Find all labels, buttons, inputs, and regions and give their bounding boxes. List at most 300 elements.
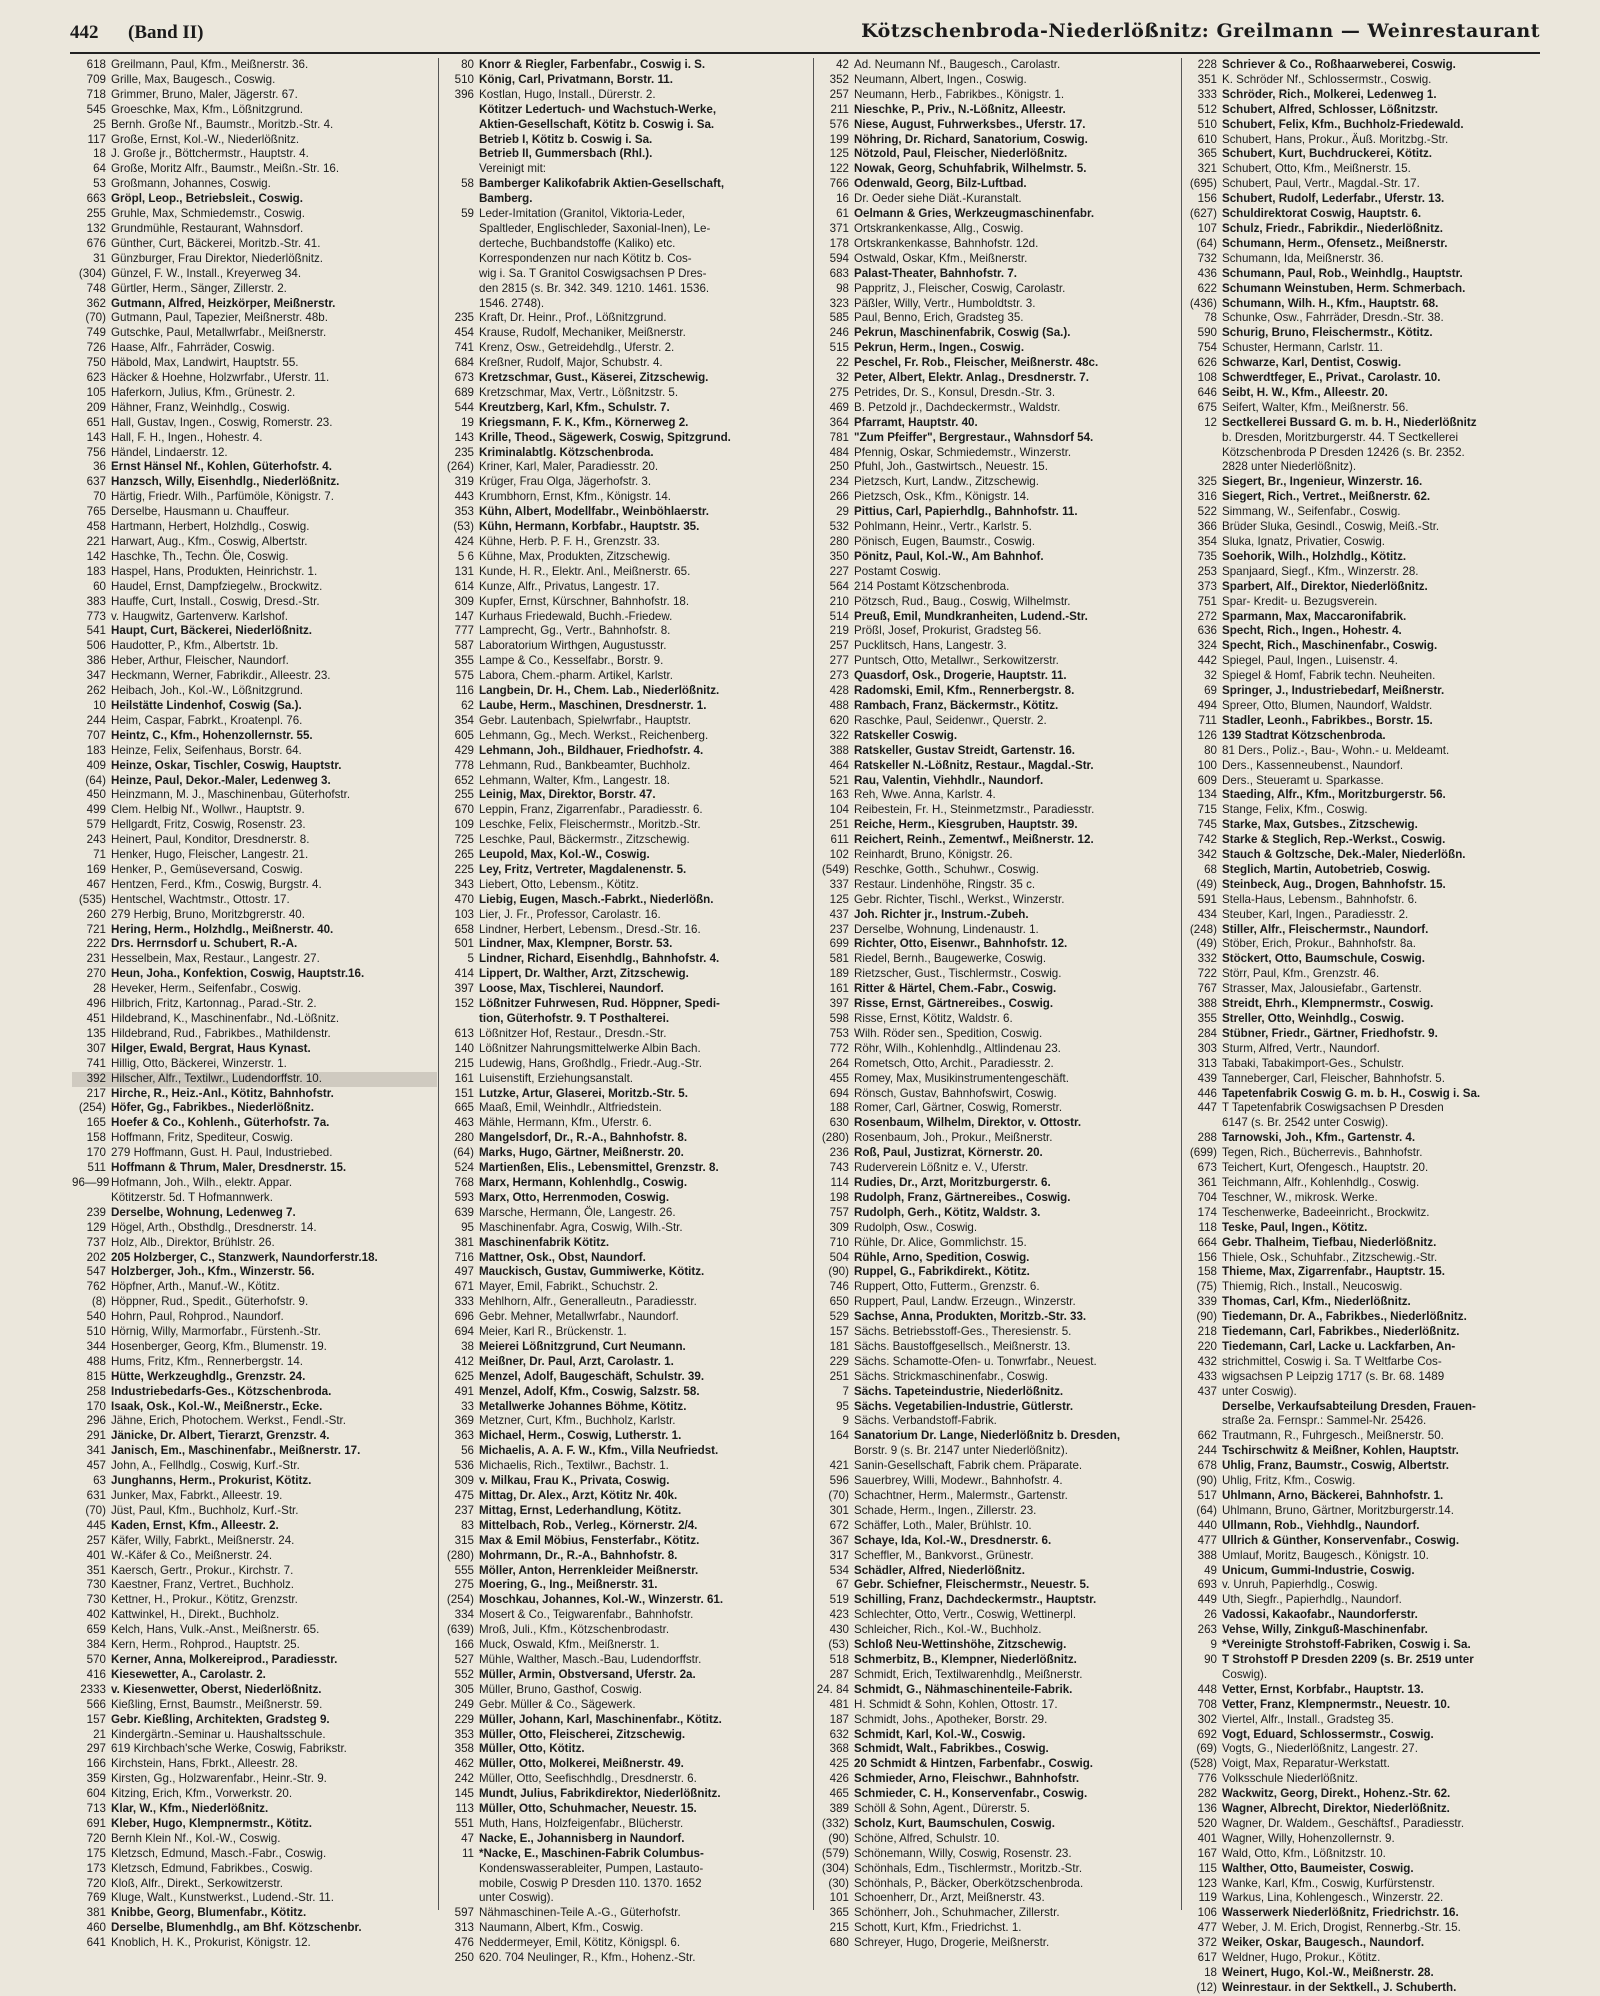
directory-entry xyxy=(72,1131,437,1146)
phone-number: 170 xyxy=(86,1146,106,1160)
entry-text: Neumann, Herb., Fabrikbes., Königstr. 1. xyxy=(854,87,1065,101)
directory-entry xyxy=(440,997,812,1012)
directory-entry xyxy=(440,1161,812,1176)
directory-entry xyxy=(72,923,437,938)
directory-entry xyxy=(815,431,1180,446)
directory-entry xyxy=(815,908,1180,923)
entry-text: Sächs. Betriebsstoff-Ges., Theresienstr. 5. xyxy=(854,1325,1072,1339)
entry-text: Schoenherr, Dr., Arzt, Meißnerstr. 43. xyxy=(854,1891,1045,1905)
entry-text: Hoefer & Co., Kohlenh., Güterhofstr. 7a. xyxy=(111,1116,330,1130)
phone-number: 511 xyxy=(87,1161,106,1175)
phone-number: 151 xyxy=(454,1086,474,1100)
entry-text: Spiegel, Paul, Ingen., Luisenstr. 4. xyxy=(1222,654,1398,668)
entry-text: wigsachsen P Leipzig 1717 (s. Br. 68. 1489 xyxy=(1222,1369,1445,1383)
directory-entry xyxy=(815,207,1180,222)
directory-entry xyxy=(1183,1191,1543,1206)
phone-number: 781 xyxy=(829,430,849,444)
directory-entry xyxy=(815,1578,1180,1593)
phone-number: 689 xyxy=(454,385,474,399)
entry-text: Hildebrand, Rud., Fabrikbes., Mathildenstr. xyxy=(111,1026,331,1040)
directory-entry xyxy=(1183,1713,1543,1728)
directory-entry xyxy=(72,177,437,192)
directory-entry xyxy=(815,1713,1180,1728)
directory-entry xyxy=(440,297,812,312)
entry-text: Moering, G., Ing., Meißnerstr. 31. xyxy=(479,1578,658,1592)
phone-number: 815 xyxy=(86,1369,106,1383)
phone-number: 464 xyxy=(829,758,849,772)
entry-text: Meier, Karl R., Brückenstr. 1. xyxy=(479,1325,627,1339)
phone-number: 519 xyxy=(829,1593,849,1607)
entry-text: Ders., Steueramt u. Sparkasse. xyxy=(1222,773,1384,787)
phone-number: 575 xyxy=(454,669,474,683)
phone-number: 753 xyxy=(829,1026,849,1040)
directory-entry xyxy=(815,58,1180,73)
directory-entry xyxy=(72,535,437,550)
directory-entry xyxy=(1183,1400,1543,1415)
directory-entry xyxy=(72,311,437,326)
directory-entry xyxy=(815,684,1180,699)
phone-number: (627) xyxy=(1189,207,1217,221)
phone-number: 716 xyxy=(454,1250,474,1264)
directory-entry xyxy=(72,595,437,610)
entry-text: Kriner, Karl, Maler, Paradiesstr. 20. xyxy=(479,460,659,474)
entry-text: Martienßen, Elis., Lebensmittel, Grenzstr. 8. xyxy=(479,1161,719,1175)
directory-entry xyxy=(72,893,437,908)
phone-number: 106 xyxy=(1197,1906,1217,1920)
entry-text: Thomas, Carl, Kfm., Niederlößnitz. xyxy=(1222,1295,1411,1309)
directory-entry xyxy=(1183,73,1543,88)
entry-text: Pittius, Carl, Papierhdlg., Bahnhofstr. 11. xyxy=(854,505,1078,519)
directory-entry xyxy=(815,803,1180,818)
directory-entry xyxy=(1183,654,1543,669)
phone-number: 617 xyxy=(1197,1951,1217,1965)
directory-entry xyxy=(815,952,1180,967)
directory-entry xyxy=(440,669,812,684)
directory-entry xyxy=(815,1593,1180,1608)
phone-number: (90) xyxy=(828,1265,849,1279)
entry-text: Kreßner, Rudolf, Major, Schubstr. 4. xyxy=(479,356,663,370)
entry-text: Tapetenfabrik Coswig G. m. b. H., Coswig i. Sa. xyxy=(1222,1086,1481,1100)
phone-number: (639) xyxy=(446,1623,474,1637)
entry-text: John, A., Fellhdlg., Coswig, Kurf.-Str. xyxy=(111,1459,300,1473)
phone-number: 521 xyxy=(829,773,849,787)
entry-text: Hoffmann, Fritz, Spediteur, Coswig. xyxy=(111,1131,294,1145)
directory-entry xyxy=(72,848,437,863)
directory-entry xyxy=(1183,1534,1543,1549)
phone-number: 5 xyxy=(467,952,474,966)
phone-number: 715 xyxy=(1197,803,1217,817)
entry-text: Stübner, Friedr., Gärtner, Friedhofstr. 9. xyxy=(1222,1026,1438,1040)
phone-number: 676 xyxy=(86,236,106,250)
directory-entry xyxy=(815,848,1180,863)
directory-entry xyxy=(72,833,437,848)
entry-text: Kötzschenbroda P Dresden 12426 (s. Br. 2352. xyxy=(1222,445,1465,459)
entry-text: Leschke, Paul, Bäckermstr., Zitzschewig. xyxy=(479,833,690,847)
directory-entry xyxy=(1183,1131,1543,1146)
directory-entry xyxy=(440,1578,812,1593)
phone-number: 350 xyxy=(829,549,849,563)
phone-number: 219 xyxy=(829,624,849,638)
directory-entry xyxy=(1183,595,1543,610)
entry-text: Heilstätte Lindenhof, Coswig (Sa.). xyxy=(111,698,302,712)
phone-number: (64) xyxy=(1196,1503,1217,1517)
directory-entry xyxy=(440,699,812,714)
entry-text: Thiele, Osk., Schuhfabr., Zitzschewig.-Str. xyxy=(1222,1250,1438,1264)
directory-entry xyxy=(440,1638,812,1653)
entry-text: K. Schröder Nf., Schlossermstr., Coswig. xyxy=(1222,72,1432,86)
directory-entry xyxy=(1183,1638,1543,1653)
entry-text: Unicum, Gummi-Industrie, Coswig. xyxy=(1222,1563,1415,1577)
directory-entry xyxy=(440,1668,812,1683)
entry-text: Kühn, Albert, Modellfabr., Weinböhlaerstr. xyxy=(479,505,709,519)
phone-number: (64) xyxy=(1196,236,1217,250)
phone-number: 425 xyxy=(829,1757,849,1771)
entry-text: Borstr. 9 (s. Br. 2147 unter Niederlößnitz). xyxy=(854,1444,1068,1458)
directory-entry xyxy=(440,1936,812,1951)
directory-entry xyxy=(1183,252,1543,267)
directory-entry xyxy=(815,1325,1180,1340)
phone-number: 26 xyxy=(1204,1608,1217,1622)
phone-number: 353 xyxy=(454,1727,474,1741)
directory-entry xyxy=(815,356,1180,371)
entry-text: Ley, Fritz, Vertreter, Magdalenenstr. 5. xyxy=(479,862,687,876)
directory-entry xyxy=(440,371,812,386)
directory-entry xyxy=(72,1817,437,1832)
entry-text: Volksschule Niederlößnitz. xyxy=(1222,1772,1358,1786)
entry-text: Kern, Herm., Rohprod., Hauptstr. 25. xyxy=(111,1638,300,1652)
phone-number: 305 xyxy=(454,1682,474,1696)
entry-text: Kletzsch, Edmund, Masch.-Fabr., Coswig. xyxy=(111,1846,327,1860)
entry-text: Aktien-Gesellschaft, Kötitz b. Coswig i. Sa. xyxy=(479,117,715,131)
phone-number: 217 xyxy=(86,1086,106,1100)
phone-number: 534 xyxy=(829,1563,849,1577)
phone-number: 355 xyxy=(454,654,474,668)
directory-entry xyxy=(1183,1817,1543,1832)
phone-number: 169 xyxy=(86,862,106,876)
directory-entry xyxy=(440,744,812,759)
phone-number: (254) xyxy=(446,1593,474,1607)
entry-text: Reschke, Gotth., Schuhwr., Coswig. xyxy=(854,862,1039,876)
entry-text: Romer, Carl, Gärtner, Coswig, Romerstr. xyxy=(854,1101,1063,1115)
entry-text: Müller, Otto, Seefischhdlg., Dresdnerstr. 6. xyxy=(479,1772,697,1786)
entry-text: Sächs. Baustoffgesellsch., Meißnerstr. 13. xyxy=(854,1339,1071,1353)
phone-number: 215 xyxy=(829,1921,849,1935)
directory-entry xyxy=(440,1385,812,1400)
entry-text: Wilh. Röder sen., Spedition, Coswig. xyxy=(854,1026,1043,1040)
directory-entry xyxy=(72,356,437,371)
entry-text: Reiche, Herm., Kiesgruben, Hauptstr. 39. xyxy=(854,818,1078,832)
entry-text: Kiesewetter, A., Carolastr. 2. xyxy=(111,1667,266,1681)
phone-number: 2333 xyxy=(80,1682,106,1696)
directory-entry xyxy=(815,1817,1180,1832)
phone-number: 323 xyxy=(829,296,849,310)
directory-entry xyxy=(440,1057,812,1072)
directory-entry xyxy=(1183,803,1543,818)
entry-text: Kunde, H. R., Elektr. Anl., Meißnerstr. 65. xyxy=(479,564,691,578)
phone-number: 475 xyxy=(454,1489,474,1502)
phone-number: 29 xyxy=(836,505,849,519)
directory-entry xyxy=(815,1489,1180,1504)
directory-entry xyxy=(1183,580,1543,595)
entry-text: Vogts, G., Niederlößnitz, Langestr. 27. xyxy=(1222,1742,1418,1756)
entry-text: Mundt, Julius, Fabrikdirektor, Niederlößnitz. xyxy=(479,1787,721,1801)
entry-text: Ruppert, Otto, Futterm., Grenzstr. 6. xyxy=(854,1280,1040,1294)
phone-number: 229 xyxy=(454,1712,474,1726)
directory-entry xyxy=(440,446,812,461)
directory-entry xyxy=(72,1936,437,1951)
entry-text: Schumann, Paul, Rob., Weinhdlg., Hauptstr. xyxy=(1222,266,1463,280)
directory-entry xyxy=(1183,1504,1543,1519)
directory-entry xyxy=(72,1206,437,1221)
directory-entry xyxy=(815,1891,1180,1906)
directory-entry xyxy=(815,1042,1180,1057)
phone-number: 467 xyxy=(86,877,106,891)
directory-entry xyxy=(1183,341,1543,356)
directory-entry xyxy=(815,699,1180,714)
directory-entry xyxy=(815,1146,1180,1161)
phone-number: 334 xyxy=(454,1608,474,1622)
directory-entry xyxy=(1183,908,1543,923)
directory-entry xyxy=(1183,1221,1543,1236)
entry-text: Mayer, Emil, Fabrikt., Schuchstr. 2. xyxy=(479,1280,659,1294)
directory-entry xyxy=(72,1608,437,1623)
directory-entry xyxy=(815,1847,1180,1862)
directory-column-2 xyxy=(440,58,812,1965)
entry-text: Muck, Oswald, Kfm., Meißnerstr. 1. xyxy=(479,1638,660,1652)
phone-number: 188 xyxy=(829,1101,849,1115)
phone-number: 449 xyxy=(1197,1593,1217,1607)
phone-number: 604 xyxy=(86,1787,106,1801)
directory-entry xyxy=(815,595,1180,610)
phone-number: 78 xyxy=(1204,311,1217,325)
entry-text: Schloß Neu-Wettinshöhe, Zitzschewig. xyxy=(854,1638,1067,1652)
phone-number: 462 xyxy=(454,1757,474,1771)
entry-text: Große, Moritz Alfr., Baumstr., Meißn.-Str. 16. xyxy=(111,162,340,176)
directory-entry xyxy=(72,207,437,222)
entry-text: Hentschel, Wachtmstr., Ottostr. 17. xyxy=(111,892,290,906)
entry-text: Wagner, Willy, Hohenzollernstr. 9. xyxy=(1222,1831,1395,1845)
entry-text: Kötitzerstr. 5d. T Hofmannwerk. xyxy=(111,1190,273,1204)
directory-entry xyxy=(440,535,812,550)
entry-text: Rau, Valentin, Viehhdlr., Naundorf. xyxy=(854,773,1044,787)
entry-text: Hilger, Ewald, Bergrat, Haus Kynast. xyxy=(111,1041,311,1055)
phone-number: 659 xyxy=(86,1623,106,1637)
entry-text: Klar, W., Kfm., Niederlößnitz. xyxy=(111,1802,269,1816)
directory-entry xyxy=(440,1027,812,1042)
entry-text: Schuldirektorat Coswig, Hauptstr. 6. xyxy=(1222,207,1422,221)
directory-entry xyxy=(1183,878,1543,893)
entry-text: Schmidt, Johs., Apotheker, Borstr. 29. xyxy=(854,1712,1048,1726)
directory-entry xyxy=(440,1251,812,1266)
entry-text: wig i. Sa. T Granitol Coswigsachsen P Dres- xyxy=(479,266,707,280)
directory-entry xyxy=(1183,1951,1543,1966)
phone-number: 71 xyxy=(93,848,106,862)
directory-entry xyxy=(440,133,812,148)
column-divider xyxy=(1181,58,1182,1910)
phone-number xyxy=(1183,431,1222,446)
entry-text: Pohlmann, Heinr., Vertr., Karlstr. 5. xyxy=(854,520,1032,534)
directory-entry xyxy=(72,997,437,1012)
directory-entry xyxy=(72,1504,437,1519)
phone-number: 363 xyxy=(454,1429,474,1443)
phone-number: 257 xyxy=(86,1533,106,1547)
entry-text: Hildebrand, K., Maschinenfabr., Nd.-Lößnitz. xyxy=(111,1012,340,1025)
phone-number: 7 xyxy=(842,1384,849,1398)
directory-entry xyxy=(440,1116,812,1131)
directory-entry xyxy=(815,1504,1180,1519)
phone-number: 524 xyxy=(454,1161,474,1175)
entry-text: Leinig, Max, Direktor, Borstr. 47. xyxy=(479,788,656,802)
phone-number: 265 xyxy=(454,848,474,862)
entry-text: 1546. 2748). xyxy=(479,296,545,310)
entry-text: Spar- Kredit- u. Bezugsverein. xyxy=(1222,594,1378,608)
entry-text: Pötzsch, Rud., Baug., Coswig, Wilhelmstr. xyxy=(854,594,1071,608)
phone-number: 28 xyxy=(93,982,106,996)
directory-entry xyxy=(1183,103,1543,118)
phone-number: 5 6 xyxy=(457,549,474,563)
directory-entry xyxy=(815,550,1180,565)
directory-entry xyxy=(440,908,812,923)
entry-text: Wagner, Dr. Waldem., Geschäftsf., Paradiesstr. xyxy=(1222,1816,1465,1830)
entry-text: Hütte, Werkzeughdlg., Grenzstr. 24. xyxy=(111,1369,306,1383)
phone-number: 605 xyxy=(454,728,474,742)
phone-number: (49) xyxy=(1196,937,1217,951)
phone-number: 158 xyxy=(86,1131,106,1145)
entry-text: Springer, J., Industriebedarf, Meißnerstr. xyxy=(1222,684,1445,698)
directory-entry xyxy=(72,1176,437,1191)
entry-text: Kretzschmar, Max, Vertr., Lößnitzstr. 5. xyxy=(479,385,679,399)
directory-entry xyxy=(440,341,812,356)
phone-number: 49 xyxy=(1204,1563,1217,1577)
phone-number: 570 xyxy=(86,1652,106,1666)
entry-text: Greilmann, Paul, Kfm., Meißnerstr. 36. xyxy=(111,58,309,71)
entry-text: Mittag, Ernst, Lederhandlung, Kötitz. xyxy=(479,1503,682,1517)
entry-text: Vogt, Eduard, Schlossermstr., Coswig. xyxy=(1222,1727,1434,1741)
directory-entry xyxy=(72,460,437,475)
phone-number: 664 xyxy=(1197,1235,1217,1249)
entry-text: Hentzen, Ferd., Kfm., Coswig, Burgstr. 4. xyxy=(111,877,322,891)
directory-entry xyxy=(72,1742,437,1757)
phone-number: 726 xyxy=(86,341,106,355)
directory-entry xyxy=(1183,311,1543,326)
phone-number: 515 xyxy=(829,341,849,355)
entry-text: Kletzsch, Edmund, Fabrikbes., Coswig. xyxy=(111,1861,313,1875)
entry-text: Hörnig, Willy, Marmorfabr., Fürstenh.-Str. xyxy=(111,1325,321,1339)
directory-entry xyxy=(815,297,1180,312)
entry-text: Schaye, Ida, Kol.-W., Dresdnerstr. 6. xyxy=(854,1533,1052,1547)
phone-number: 324 xyxy=(1197,639,1217,653)
entry-text: Knoblich, H. K., Prokurist, Königstr. 12. xyxy=(111,1936,311,1950)
phone-number: 104 xyxy=(829,803,849,817)
phone-number: 368 xyxy=(829,1742,849,1756)
entry-text: Reibestein, Fr. H., Steinmetzmstr., Paradiesstr. xyxy=(854,803,1095,817)
phone-number: (332) xyxy=(821,1816,849,1830)
directory-entry xyxy=(1183,1593,1543,1608)
entry-text: Lößnitzer Fuhrwesen, Rud. Höppner, Spedi- xyxy=(479,997,720,1011)
directory-entry xyxy=(440,1042,812,1057)
phone-number: 249 xyxy=(454,1697,474,1711)
phone-number: 107 xyxy=(1197,221,1217,235)
entry-text: Haspel, Hans, Produkten, Heinrichstr. 1. xyxy=(111,564,318,578)
phone-number xyxy=(440,162,479,177)
phone-number: 9 xyxy=(842,1414,849,1428)
directory-entry xyxy=(1183,788,1543,803)
directory-entry xyxy=(1183,1414,1543,1429)
entry-text: Heibach, Joh., Kol.-W., Lößnitzgrund. xyxy=(111,684,304,698)
phone-number xyxy=(440,1862,479,1877)
phone-number: 337 xyxy=(829,877,849,891)
directory-entry xyxy=(815,1623,1180,1638)
phone-number xyxy=(440,1012,479,1027)
directory-entry xyxy=(815,1459,1180,1474)
directory-entry xyxy=(72,1564,437,1579)
entry-text: Kitzing, Erich, Kfm., Vorwerkstr. 20. xyxy=(111,1787,293,1801)
directory-entry xyxy=(1183,759,1543,774)
phone-number: 506 xyxy=(86,639,106,653)
entry-text: Schmidt, Walt., Fabrikbes., Coswig. xyxy=(854,1742,1049,1756)
directory-entry xyxy=(815,1131,1180,1146)
directory-entry xyxy=(1183,1116,1543,1131)
phone-number xyxy=(1183,1116,1222,1131)
entry-text: Kunze, Alfr., Privatus, Langestr. 17. xyxy=(479,579,660,593)
phone-number xyxy=(440,267,479,282)
entry-text: J. Große jr., Böttchermstr., Hauptstr. 4. xyxy=(111,147,309,161)
phone-number: 388 xyxy=(1197,1548,1217,1562)
directory-entry xyxy=(1183,937,1543,952)
directory-entry xyxy=(440,207,812,222)
phone-number: 545 xyxy=(86,102,106,116)
entry-text: Ostwald, Oskar, Kfm., Meißnerstr. xyxy=(854,251,1028,265)
directory-entry xyxy=(72,1057,437,1072)
directory-entry xyxy=(815,1936,1180,1951)
phone-number: 166 xyxy=(454,1638,474,1652)
directory-entry xyxy=(72,759,437,774)
entry-text: Industriebedarfs-Ges., Kötzschenbroda. xyxy=(111,1384,332,1398)
directory-entry xyxy=(1183,1742,1543,1757)
phone-number: 125 xyxy=(829,892,849,906)
directory-entry xyxy=(1183,177,1543,192)
phone-number: 639 xyxy=(454,1205,474,1219)
directory-entry xyxy=(815,610,1180,625)
entry-text: Sachse, Anna, Produkten, Moritzb.-Str. 33. xyxy=(854,1310,1087,1324)
entry-text: Peschel, Fr. Rob., Fleischer, Meißnerstr. 48c. xyxy=(854,356,1099,370)
directory-entry xyxy=(815,774,1180,789)
entry-text: Kühn, Hermann, Korbfabr., Hauptstr. 35. xyxy=(479,520,700,534)
entry-text: Weber, J. M. Erich, Drogist, Rennerbg.-Str. 15. xyxy=(1222,1921,1461,1935)
directory-entry xyxy=(1183,1653,1543,1668)
directory-entry xyxy=(815,147,1180,162)
entry-text: Risse, Ernst, Kötitz, Waldstr. 6. xyxy=(854,1012,1013,1025)
phone-number: 145 xyxy=(454,1787,474,1801)
entry-text: Thiemig, Rich., Install., Neucoswig. xyxy=(1222,1280,1403,1294)
phone-number: 125 xyxy=(829,147,849,161)
phone-number: 684 xyxy=(454,356,474,370)
entry-text: Maschinenfabr. Agra, Coswig, Wilh.-Str. xyxy=(479,1220,683,1234)
phone-number: 551 xyxy=(454,1816,474,1830)
directory-entry xyxy=(440,654,812,669)
phone-number: 284 xyxy=(1197,1026,1217,1040)
entry-text: straße 2a. Fernspr.: Sammel-Nr. 25426. xyxy=(1222,1414,1427,1428)
phone-number: 773 xyxy=(86,609,106,623)
directory-entry xyxy=(815,1429,1180,1444)
directory-entry xyxy=(1183,1027,1543,1042)
directory-entry xyxy=(815,937,1180,952)
entry-text: Kötitzer Ledertuch- und Wachstuch-Werke, xyxy=(479,102,717,116)
phone-number: 623 xyxy=(86,371,106,385)
phone-number: 445 xyxy=(86,1518,106,1532)
phone-number: 11 xyxy=(461,1846,474,1860)
entry-text: T Strohstoff P Dresden 2209 (s. Br. 2519 unter xyxy=(1222,1652,1474,1666)
